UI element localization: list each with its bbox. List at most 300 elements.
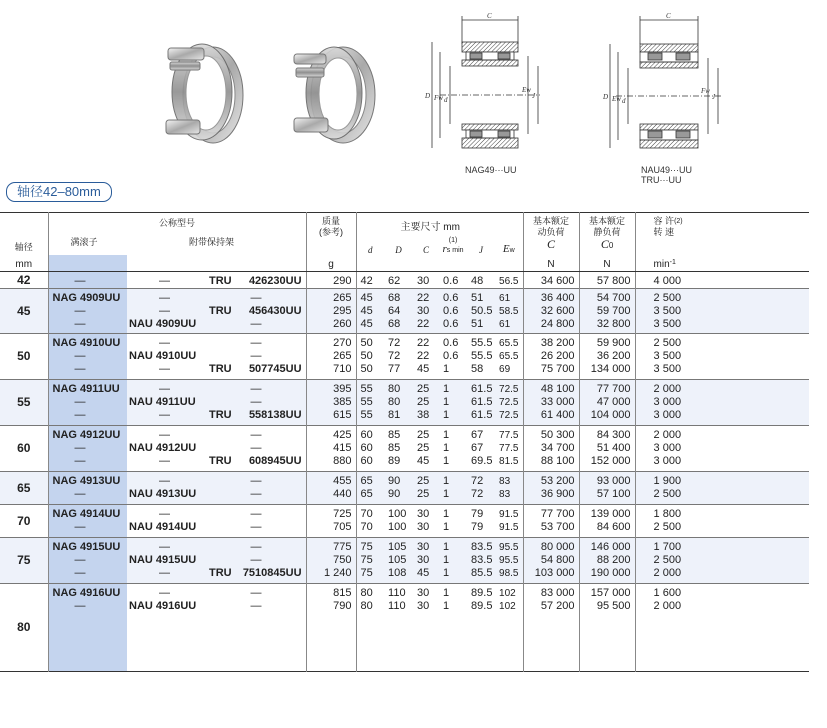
shaft-range-badge: 轴径42–80mm xyxy=(6,182,112,202)
dim-C-value: 30 xyxy=(417,599,430,612)
bearing-image-nau xyxy=(294,47,375,143)
header-dyn-2: 动负荷 xyxy=(537,227,565,237)
mass-value: 710 xyxy=(333,362,352,375)
dim-r-value: 0.6 xyxy=(443,336,459,349)
table-row-group xyxy=(0,471,809,504)
cage-nau-model: — xyxy=(159,274,170,287)
dim-d-value: 75 xyxy=(360,566,373,579)
header-model-group: 公称型号 xyxy=(48,213,306,234)
cage-tru-model xyxy=(207,305,306,318)
dim-Ew-value: 98.5 xyxy=(499,567,519,579)
dim-r-value: 0.6 xyxy=(443,349,459,362)
dynamic-load-value: 34 600 xyxy=(540,274,575,287)
shaft-diameter: 55 xyxy=(17,395,31,409)
dim-Ew-value: 72.5 xyxy=(499,396,519,408)
label-Fw-2: Fw xyxy=(701,87,710,95)
cage-nau-model: — xyxy=(159,304,170,317)
dim-Ew-value: 65.5 xyxy=(499,337,519,349)
speed-value: 3 000 xyxy=(653,454,682,467)
dim-Ew-value: 58.5 xyxy=(499,305,519,317)
dynamic-load-value: 88 100 xyxy=(540,454,575,467)
dim-r-value: 1 xyxy=(443,586,450,599)
dim-D-value: 80 xyxy=(388,395,401,408)
header-stat-symbol: C xyxy=(600,237,609,251)
cage-tru-model xyxy=(207,455,306,468)
dynamic-load-value: 77 700 xyxy=(540,507,575,520)
table-row-group xyxy=(0,583,809,671)
mass-value: 265 xyxy=(333,291,352,304)
bearing-spec-table xyxy=(0,212,809,672)
static-load-value: 47 000 xyxy=(596,395,631,408)
cage-tru-prefix: TRU xyxy=(209,408,232,421)
speed-value: 1 600 xyxy=(653,586,682,599)
mass-value: 425 xyxy=(333,428,352,441)
cage-tru-number: 426230UU xyxy=(248,274,302,287)
label-c-2: C xyxy=(666,12,671,20)
cage-nau-model: NAU 4910UU xyxy=(129,349,197,362)
dim-d-value: 80 xyxy=(360,599,373,612)
cage-tru-model: — xyxy=(250,428,262,441)
mass-value: 260 xyxy=(333,317,352,330)
dim-r-value: 1 xyxy=(443,395,450,408)
cage-tru-model xyxy=(207,363,306,376)
cage-tru-model: — xyxy=(250,317,262,330)
dim-Ew-value: 91.5 xyxy=(499,521,519,533)
static-load-value: 104 000 xyxy=(590,408,631,421)
dim-d-value: 42 xyxy=(360,274,373,287)
dim-Ew-value: 83 xyxy=(499,475,511,487)
full-roller-model: — xyxy=(74,349,86,362)
header-dyn-unit: N xyxy=(523,255,579,271)
cage-tru-model: — xyxy=(250,586,262,599)
header-stat-sub: 0 xyxy=(608,241,614,250)
cage-tru-number: 507745UU xyxy=(248,362,302,375)
cage-tru-model: — xyxy=(250,336,262,349)
dim-D-value: 68 xyxy=(388,291,401,304)
dim-C-value: 30 xyxy=(417,586,430,599)
dim-J-value: 67 xyxy=(471,428,484,441)
shaft-diameter: 45 xyxy=(17,303,31,318)
dim-J-value: 51 xyxy=(471,291,484,304)
dim-d-value: 65 xyxy=(360,487,373,500)
static-load-value: 134 000 xyxy=(590,362,631,375)
speed-value: 3 500 xyxy=(653,317,682,330)
full-roller-model: — xyxy=(74,304,86,317)
dim-r-value: 0.6 xyxy=(443,291,459,304)
dim-Ew-value: 65.5 xyxy=(499,350,519,362)
dim-D-value: 80 xyxy=(388,382,401,395)
dynamic-load-value: 36 400 xyxy=(540,291,575,304)
dim-C-value: 45 xyxy=(417,454,430,467)
full-roller-model: NAG 4910UU xyxy=(52,336,121,349)
table-row-group xyxy=(0,425,809,471)
dynamic-load-value: 33 000 xyxy=(540,395,575,408)
header-shaft-unit: mm xyxy=(0,255,48,271)
dim-d-value: 50 xyxy=(360,349,373,362)
header-dyn-symbol: C xyxy=(547,237,556,251)
header-dim-J: J xyxy=(479,245,484,255)
speed-value: 3 000 xyxy=(653,395,682,408)
dim-Ew-value: 95.5 xyxy=(499,541,519,553)
dim-C-value: 22 xyxy=(417,291,430,304)
cage-tru-prefix: TRU xyxy=(209,362,232,375)
cage-tru-model: — xyxy=(250,395,262,408)
static-load-value: 157 000 xyxy=(590,586,631,599)
dim-d-value: 75 xyxy=(360,553,373,566)
dim-r-value: 1 xyxy=(443,553,450,566)
dim-J-value: 79 xyxy=(471,520,484,533)
label-c-1: C xyxy=(487,12,492,20)
full-roller-model: — xyxy=(74,441,86,454)
dynamic-load-value: 53 200 xyxy=(540,474,575,487)
dim-r-value: 1 xyxy=(443,474,450,487)
header-mass: 质量 xyxy=(322,216,341,226)
mass-value: 385 xyxy=(333,395,352,408)
dim-r-value: 1 xyxy=(443,408,450,421)
dim-r-value: 1 xyxy=(443,507,450,520)
cage-tru-model: — xyxy=(250,553,262,566)
dim-J-value: 50.5 xyxy=(471,304,493,317)
speed-value: 2 000 xyxy=(653,382,682,395)
header-stat-1: 基本额定 xyxy=(589,216,626,226)
cage-tru-model: — xyxy=(250,441,262,454)
dim-C-value: 25 xyxy=(417,382,430,395)
cage-tru-model: — xyxy=(250,474,262,487)
table-row-group xyxy=(0,379,809,425)
dim-Ew-value: 61 xyxy=(499,318,511,330)
dim-C-value: 25 xyxy=(417,395,430,408)
dim-C-value: 30 xyxy=(417,507,430,520)
header-dim-Ew-sub: w xyxy=(509,247,515,254)
table-row-group xyxy=(0,333,809,379)
header-main-dims: 主要尺寸 mm xyxy=(356,213,523,234)
cage-tru-model: — xyxy=(250,349,262,362)
dim-D-value: 72 xyxy=(388,349,401,362)
cage-nau-model: — xyxy=(159,507,170,520)
static-load-value: 51 400 xyxy=(596,441,631,454)
dim-J-value: 72 xyxy=(471,474,484,487)
static-load-value: 59 700 xyxy=(596,304,631,317)
mass-value: 615 xyxy=(333,408,352,421)
static-load-value: 32 800 xyxy=(596,317,631,330)
mass-value: 455 xyxy=(333,474,352,487)
header-speed-note: (2) xyxy=(674,218,683,225)
shaft-diameter: 60 xyxy=(17,441,31,455)
mass-value: 790 xyxy=(333,599,352,612)
dynamic-load-value: 34 700 xyxy=(540,441,575,454)
full-roller-model: NAG 4911UU xyxy=(52,382,120,395)
dim-r-value: 1 xyxy=(443,599,450,612)
static-load-value: 59 900 xyxy=(596,336,631,349)
dim-d-value: 80 xyxy=(360,586,373,599)
full-roller-model: — xyxy=(74,395,86,408)
speed-value: 2 000 xyxy=(653,599,682,612)
dim-Ew-value: 72.5 xyxy=(499,409,519,421)
dim-r-value: 1 xyxy=(443,382,450,395)
header-speed-1: 容 许 xyxy=(653,216,675,226)
cage-nau-model: — xyxy=(159,362,170,375)
dim-Ew-value: 69 xyxy=(499,363,511,375)
speed-value: 1 700 xyxy=(653,540,682,553)
dim-d-value: 60 xyxy=(360,441,373,454)
label-D-2: D xyxy=(603,93,609,101)
header-dim-D: D xyxy=(395,245,402,255)
cage-nau-model: NAU 4913UU xyxy=(129,487,197,500)
dim-d-value: 60 xyxy=(360,454,373,467)
mass-value: 705 xyxy=(333,520,352,533)
shaft-diameter: 50 xyxy=(17,349,31,363)
bearing-illustrations xyxy=(0,0,827,190)
dim-J-value: 48 xyxy=(471,274,484,287)
dim-d-value: 50 xyxy=(360,336,373,349)
header-dim-C: C xyxy=(423,245,430,255)
mass-value: 725 xyxy=(333,507,352,520)
dim-D-value: 105 xyxy=(388,553,407,566)
dim-r-value: 0.6 xyxy=(443,304,459,317)
dim-J-value: 55.5 xyxy=(471,349,493,362)
dim-d-value: 60 xyxy=(360,428,373,441)
static-load-value: 152 000 xyxy=(590,454,631,467)
dim-J-value: 61.5 xyxy=(471,395,493,408)
cage-nau-model: NAU 4911UU xyxy=(129,395,196,408)
dim-Ew-value: 83 xyxy=(499,488,511,500)
static-load-value: 84 300 xyxy=(596,428,631,441)
dim-J-value: 89.5 xyxy=(471,599,493,612)
mass-value: 265 xyxy=(333,349,352,362)
speed-value: 3 500 xyxy=(653,304,682,317)
dim-J-value: 61.5 xyxy=(471,382,493,395)
table-row-group xyxy=(0,288,809,333)
header-mass-ref: (参考) xyxy=(319,227,344,237)
dim-r-value: 1 xyxy=(443,487,450,500)
dim-d-value: 45 xyxy=(360,304,373,317)
label-d-1: d xyxy=(444,96,448,104)
header-speed-unit-sup: -1 xyxy=(669,258,676,266)
speed-value: 2 500 xyxy=(653,553,682,566)
header-speed-2: 转 速 xyxy=(653,227,675,237)
header-speed-unit: min xyxy=(653,258,670,270)
label-J-1: J xyxy=(532,92,536,100)
cage-tru-number: 608945UU xyxy=(248,454,302,467)
full-roller-model: — xyxy=(74,520,86,533)
static-load-value: 54 700 xyxy=(596,291,631,304)
dim-D-value: 77 xyxy=(388,362,401,375)
cage-nau-model: — xyxy=(159,291,170,304)
dim-C-value: 30 xyxy=(417,274,430,287)
dim-D-value: 68 xyxy=(388,317,401,330)
dim-d-value: 45 xyxy=(360,291,373,304)
header-with-cage: 附带保持架 xyxy=(189,237,235,247)
header-stat-2: 静负荷 xyxy=(593,227,621,237)
dim-r-value: 1 xyxy=(443,540,450,553)
dim-Ew-value: 81.5 xyxy=(499,455,519,467)
cross-section-nag xyxy=(432,16,540,148)
speed-value: 4 000 xyxy=(653,274,682,287)
mass-value: 880 xyxy=(333,454,352,467)
dim-Ew-value: 91.5 xyxy=(499,508,519,520)
static-load-value: 88 200 xyxy=(596,553,631,566)
dim-D-value: 62 xyxy=(388,274,401,287)
full-roller-model: NAG 4916UU xyxy=(52,586,121,599)
dim-J-value: 58 xyxy=(471,362,484,375)
dim-d-value: 50 xyxy=(360,362,373,375)
dynamic-load-value: 48 100 xyxy=(540,382,575,395)
shaft-diameter: 75 xyxy=(17,553,31,567)
dim-D-value: 108 xyxy=(388,566,407,579)
full-roller-model: — xyxy=(74,317,86,330)
dim-r-value: 1 xyxy=(443,566,450,579)
static-load-value: 93 000 xyxy=(596,474,631,487)
cage-nau-model: — xyxy=(159,566,170,579)
full-roller-model: — xyxy=(74,454,86,467)
bearing-image-nag xyxy=(166,44,243,143)
dim-J-value: 89.5 xyxy=(471,586,493,599)
mass-value: 395 xyxy=(333,382,352,395)
cage-tru-model: — xyxy=(250,520,262,533)
shaft-diameter: 65 xyxy=(17,480,31,495)
dim-J-value: 69.5 xyxy=(471,454,493,467)
dim-J-value: 83.5 xyxy=(471,540,493,553)
dynamic-load-value: 57 200 xyxy=(540,599,575,612)
dim-Ew-value: 77.5 xyxy=(499,429,519,441)
dim-D-value: 72 xyxy=(388,336,401,349)
cage-tru-model: — xyxy=(250,382,262,395)
shaft-diameter: 70 xyxy=(17,513,31,528)
cage-nau-model: — xyxy=(159,454,170,467)
static-load-value: 146 000 xyxy=(590,540,631,553)
dynamic-load-value: 80 000 xyxy=(540,540,575,553)
cage-nau-model: — xyxy=(159,382,170,395)
static-load-value: 57 800 xyxy=(596,274,631,287)
full-roller-model: — xyxy=(74,553,86,566)
dim-D-value: 85 xyxy=(388,441,401,454)
cage-nau-model: — xyxy=(159,336,170,349)
static-load-value: 57 100 xyxy=(596,487,631,500)
dim-d-value: 55 xyxy=(360,395,373,408)
dynamic-load-value: 103 000 xyxy=(534,566,575,579)
dim-D-value: 100 xyxy=(388,520,407,533)
dynamic-load-value: 26 200 xyxy=(540,349,575,362)
mass-value: 270 xyxy=(333,336,352,349)
mass-value: 440 xyxy=(333,487,352,500)
mass-value: 1 240 xyxy=(324,566,352,579)
header-r-note: (1) xyxy=(448,237,458,244)
dim-C-value: 22 xyxy=(417,336,430,349)
dim-C-value: 25 xyxy=(417,428,430,441)
dim-r-value: 0.6 xyxy=(443,317,459,330)
cage-nau-model: — xyxy=(159,474,170,487)
speed-value: 2 500 xyxy=(653,520,682,533)
caption-nau: NAU49···UU xyxy=(641,165,693,175)
dynamic-load-value: 75 700 xyxy=(540,362,575,375)
dim-D-value: 100 xyxy=(388,507,407,520)
table-row-group xyxy=(0,504,809,537)
cage-nau-model: NAU 4914UU xyxy=(129,520,197,533)
label-Fw-1: Fw xyxy=(434,94,443,102)
label-Ew-2: Ew xyxy=(612,95,621,103)
dim-r-value: 1 xyxy=(443,454,450,467)
cage-tru-prefix: TRU xyxy=(209,304,232,317)
dim-r-value: 0.6 xyxy=(443,274,459,287)
dim-Ew-value: 102 xyxy=(499,600,516,612)
cage-nau-model: — xyxy=(159,428,170,441)
shaft-diameter: 80 xyxy=(17,620,31,634)
dim-C-value: 22 xyxy=(417,349,430,362)
full-roller-model: NAG 4913UU xyxy=(52,474,121,487)
full-roller-model: NAG 4915UU xyxy=(52,540,121,553)
dynamic-load-value: 38 200 xyxy=(540,336,575,349)
dim-C-value: 30 xyxy=(417,520,430,533)
dim-D-value: 90 xyxy=(388,474,401,487)
full-roller-model: — xyxy=(74,599,86,612)
cage-nau-model: — xyxy=(159,540,170,553)
dim-J-value: 72 xyxy=(471,487,484,500)
speed-value: 2 000 xyxy=(653,566,682,579)
dim-J-value: 83.5 xyxy=(471,553,493,566)
dim-C-value: 25 xyxy=(417,441,430,454)
cage-tru-number: 7510845UU xyxy=(242,566,302,579)
header-mass-unit: g xyxy=(306,255,356,271)
dim-C-value: 25 xyxy=(417,474,430,487)
header-stat-unit: N xyxy=(579,255,635,271)
table-row-group xyxy=(0,271,809,288)
cage-tru-prefix: TRU xyxy=(209,566,232,579)
dim-D-value: 110 xyxy=(388,586,406,599)
cage-tru-model: — xyxy=(250,540,262,553)
cage-tru-model xyxy=(207,567,306,580)
dim-r-value: 1 xyxy=(443,428,450,441)
cross-section-nau xyxy=(610,16,722,148)
full-roller-model: — xyxy=(74,566,86,579)
dynamic-load-value: 83 000 xyxy=(540,586,575,599)
dim-r-value: 1 xyxy=(443,362,450,375)
label-D-1: D xyxy=(425,92,431,100)
dynamic-load-value: 32 600 xyxy=(540,304,575,317)
dim-J-value: 51 xyxy=(471,317,484,330)
dim-d-value: 70 xyxy=(360,507,373,520)
dynamic-load-value: 53 700 xyxy=(540,520,575,533)
header-dim-r: r xyxy=(442,243,447,255)
mass-value: 295 xyxy=(333,304,352,317)
dim-C-value: 45 xyxy=(417,362,430,375)
dim-C-value: 30 xyxy=(417,540,430,553)
full-roller-model: — xyxy=(74,487,86,500)
cage-tru-number: 456430UU xyxy=(248,304,302,317)
dim-J-value: 79 xyxy=(471,507,484,520)
dim-D-value: 85 xyxy=(388,428,401,441)
dim-C-value: 45 xyxy=(417,566,430,579)
speed-value: 2 500 xyxy=(653,487,682,500)
dynamic-load-value: 61 400 xyxy=(540,408,575,421)
header-full-roller: 满滚子 xyxy=(48,233,127,255)
full-roller-model: — xyxy=(74,274,86,287)
dim-D-value: 90 xyxy=(388,487,401,500)
cage-tru-model xyxy=(207,409,306,422)
dim-d-value: 75 xyxy=(360,540,373,553)
cage-tru-model: — xyxy=(250,599,262,612)
cage-tru-model: — xyxy=(250,487,262,500)
dim-C-value: 25 xyxy=(417,487,430,500)
cage-tru-number: 558138UU xyxy=(248,408,302,421)
dim-d-value: 65 xyxy=(360,474,373,487)
cage-tru-prefix: TRU xyxy=(209,454,232,467)
mass-value: 775 xyxy=(333,540,352,553)
full-roller-model: NAG 4909UU xyxy=(52,291,121,304)
speed-value: 3 000 xyxy=(653,408,682,421)
dim-D-value: 89 xyxy=(388,454,401,467)
static-load-value: 139 000 xyxy=(590,507,631,520)
mass-value: 750 xyxy=(333,553,352,566)
